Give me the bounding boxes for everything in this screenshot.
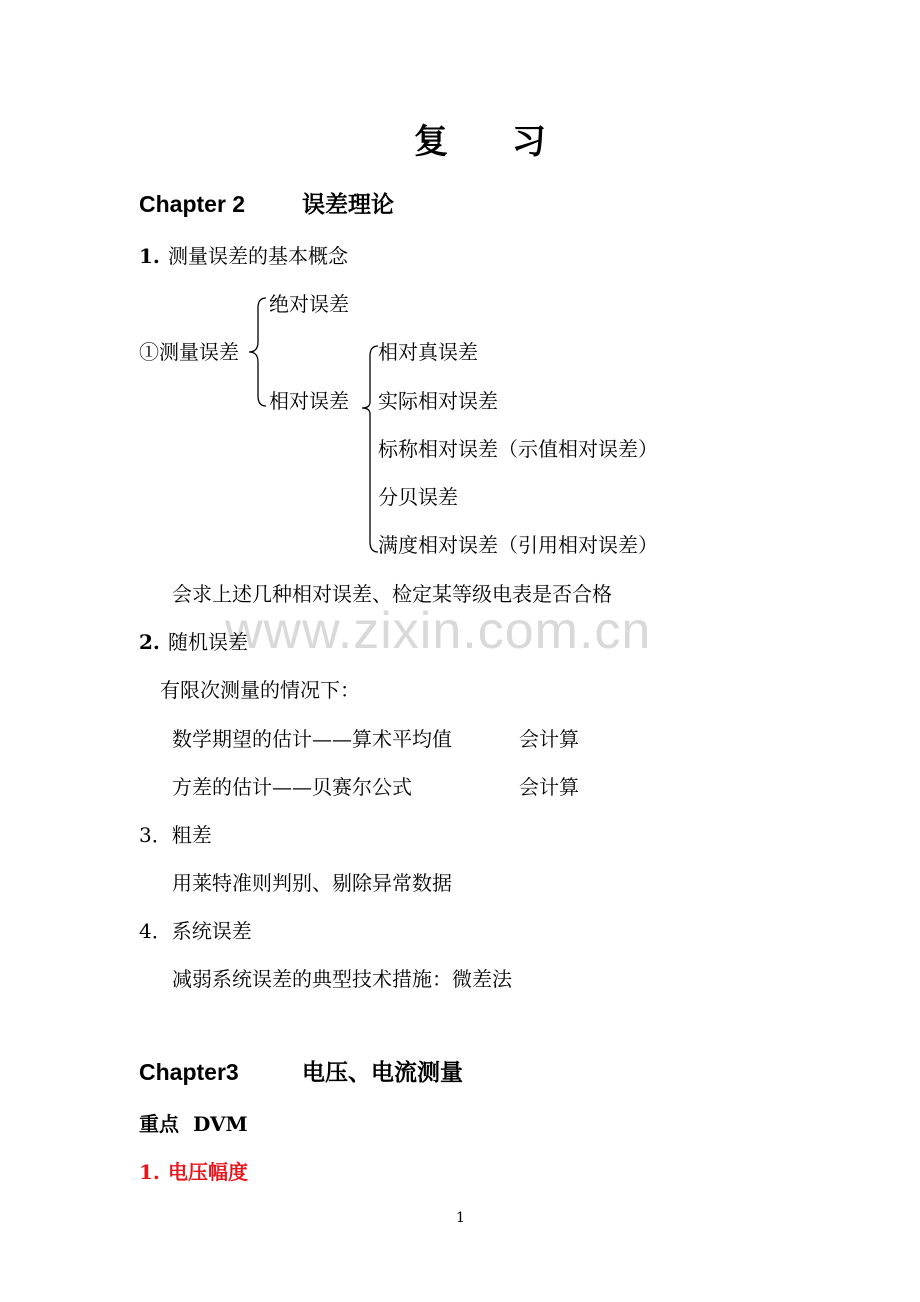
voltage-section-heading: 电压幅度 <box>168 1160 248 1184</box>
relative-item: 标称相对误差（示值相对误差） <box>378 437 658 461</box>
absolute-error-label: 绝对误差 <box>269 292 349 316</box>
relative-item: 分贝误差 <box>378 485 458 509</box>
section4-body: 减弱系统误差的典型技术措施：微差法 <box>172 967 512 991</box>
chapter2-label: Chapter 2 <box>139 191 246 217</box>
section2-row2-text: 方差的估计——贝赛尔公式 <box>172 775 412 799</box>
key-point-label: 重点 <box>139 1112 179 1136</box>
page-number: 1 <box>456 1210 465 1226</box>
section2-row1-text: 数学期望的估计——算术平均值 <box>172 727 452 751</box>
section2-number: 2. <box>139 630 160 654</box>
section1-number: 1. <box>139 244 160 268</box>
chapter3-title: 电压、电流测量 <box>302 1059 463 1085</box>
measurement-error-root: ①测量误差 <box>139 340 239 364</box>
relative-item: 满度相对误差（引用相对误差） <box>378 533 658 557</box>
section4-heading: 4．系统误差 <box>139 919 252 943</box>
relative-item: 相对真误差 <box>378 340 478 364</box>
section1-heading: 测量误差的基本概念 <box>168 244 348 268</box>
section1-note: 会求上述几种相对误差、检定某等级电表是否合格 <box>172 582 612 606</box>
chapter2-title: 误差理论 <box>302 191 394 217</box>
section2-row2-tag: 会计算 <box>519 775 579 799</box>
chapter3-label: Chapter3 <box>139 1059 239 1085</box>
section2-row1-tag: 会计算 <box>519 727 579 751</box>
relative-item: 实际相对误差 <box>378 389 498 413</box>
document-title: 复 习 <box>414 122 572 162</box>
watermark: www.zixin.com.cn <box>225 602 652 660</box>
relative-error-label: 相对误差 <box>269 389 349 413</box>
section3-body: 用莱特准则判别、剔除异常数据 <box>172 871 452 895</box>
brace-level1 <box>246 296 270 408</box>
section3-heading: 3．粗差 <box>139 823 212 847</box>
section2-heading: 随机误差 <box>168 630 248 654</box>
key-point-value: DVM <box>193 1112 248 1136</box>
section2-intro: 有限次测量的情况下： <box>160 678 360 702</box>
voltage-section-number: 1. <box>139 1160 160 1184</box>
